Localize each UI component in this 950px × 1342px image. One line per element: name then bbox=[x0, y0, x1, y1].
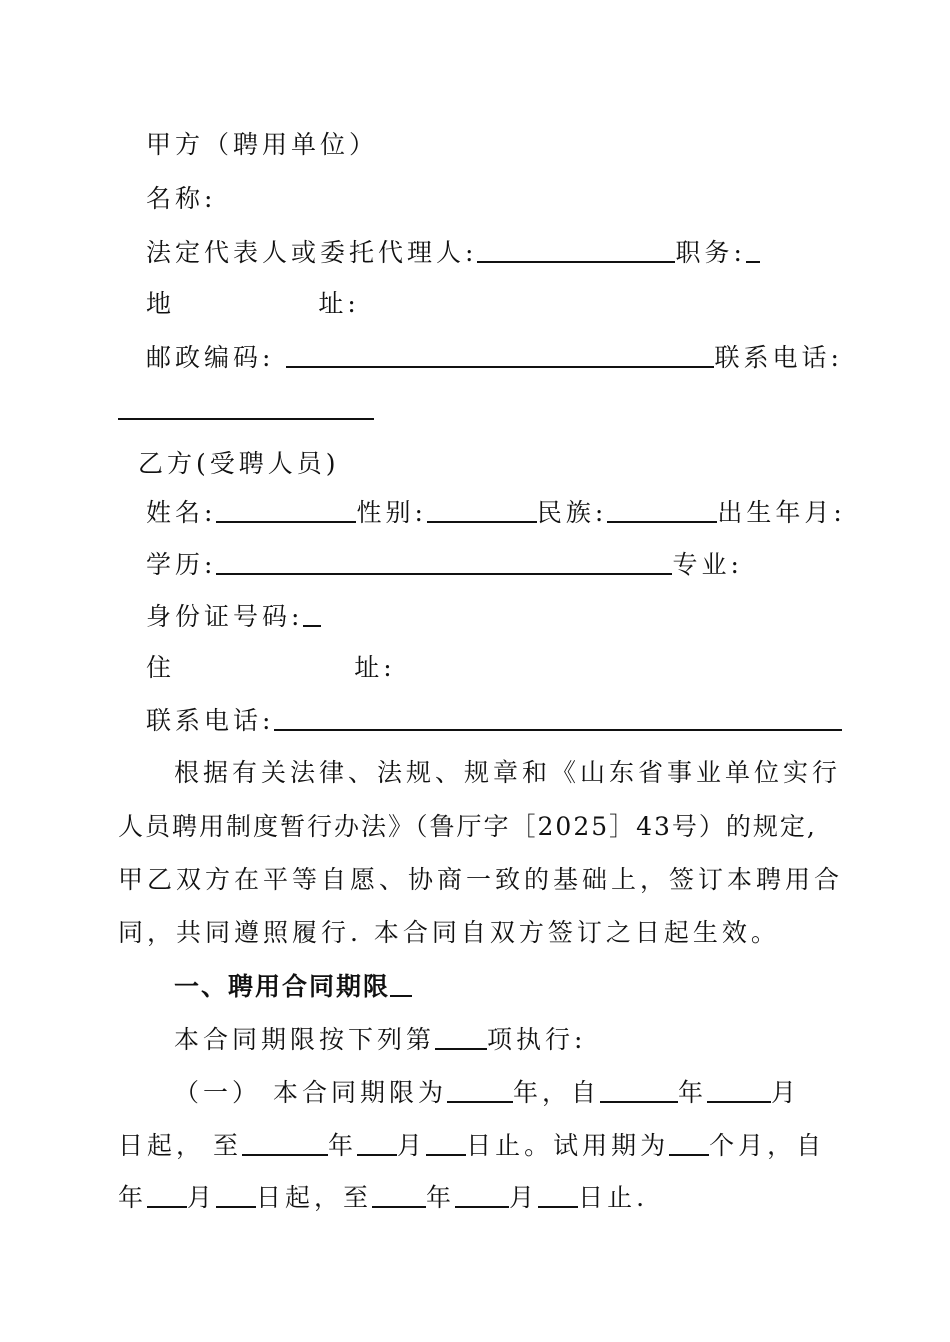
party-b-name-field[interactable] bbox=[216, 495, 356, 523]
party-a-address-label: 地 址: bbox=[146, 289, 360, 318]
party-b-education-label: 学历: bbox=[146, 550, 217, 579]
party-b-id-field[interactable] bbox=[303, 599, 321, 627]
start-month-field[interactable] bbox=[707, 1075, 771, 1103]
probation-months-field[interactable] bbox=[669, 1128, 709, 1156]
end-year-field[interactable] bbox=[242, 1128, 328, 1156]
party-b-ethnicity-field[interactable] bbox=[607, 495, 717, 523]
party-a-name-label: 名称: bbox=[146, 184, 217, 213]
preamble-line-1: 根据有关法律、法规、规章和《山东省事业单位实行 bbox=[174, 758, 842, 787]
section1-intro-row: 本合同期限按下列第 项执行: bbox=[174, 1022, 586, 1057]
party-b-basic-row bbox=[146, 495, 846, 530]
probation-start-month-field[interactable] bbox=[147, 1180, 187, 1208]
party-a-address-row bbox=[146, 287, 360, 321]
party-a-name-row bbox=[146, 182, 216, 216]
party-b-residence-row bbox=[146, 651, 396, 685]
preamble-line-3: 甲乙双方在平等自愿、协商一致的基础上，签订本聘用合 bbox=[118, 865, 844, 894]
start-year-field[interactable] bbox=[600, 1075, 678, 1103]
party-b-phone-label: 联系电话: bbox=[146, 706, 275, 735]
party-a-phone-label: 联系电话: bbox=[714, 343, 843, 372]
party-a-post-field[interactable] bbox=[746, 235, 760, 263]
section1-item1-row2: 日起， 至 年 月 日止。试用期为 个月，自 bbox=[118, 1128, 825, 1163]
probation-start-day-field[interactable] bbox=[216, 1180, 256, 1208]
probation-end-month-field[interactable] bbox=[455, 1180, 509, 1208]
party-b-title: 乙方(受聘人员) bbox=[138, 449, 340, 478]
end-month-field[interactable] bbox=[357, 1128, 397, 1156]
party-b-ethnicity-label: 民族: bbox=[536, 498, 608, 527]
party-a-rep-field[interactable] bbox=[477, 235, 675, 263]
preamble-line-2: 人员聘用制度暂行办法》（鲁厅字［2025］43号）的规定, bbox=[118, 812, 817, 841]
party-b-birth-label: 出生年月: bbox=[717, 498, 846, 527]
party-a-phone-field[interactable] bbox=[118, 418, 374, 420]
party-b-phone-row bbox=[146, 703, 842, 738]
probation-end-day-field[interactable] bbox=[538, 1180, 578, 1208]
party-b-phone-field[interactable] bbox=[274, 703, 842, 731]
party-b-education-field[interactable] bbox=[216, 547, 672, 575]
party-b-id-label: 身份证号码: bbox=[146, 602, 304, 631]
section1-item1-row3: 年 月 日起，至 年 月 日止. bbox=[118, 1180, 648, 1215]
section1-heading-mark bbox=[390, 977, 412, 997]
end-day-field[interactable] bbox=[426, 1128, 466, 1156]
party-a-postcode-field[interactable] bbox=[286, 340, 714, 368]
party-a-title: 甲方（聘用单位） bbox=[146, 130, 379, 159]
section1-heading: 一、聘用合同期限 bbox=[174, 970, 412, 1004]
party-a-rep-row bbox=[146, 235, 760, 270]
party-b-major-label: 专业: bbox=[672, 550, 743, 579]
party-b-education-row bbox=[146, 547, 743, 582]
party-b-gender-field[interactable] bbox=[427, 495, 537, 523]
party-b-name-label: 姓名: bbox=[146, 498, 217, 527]
party-b-gender-label: 性别: bbox=[356, 498, 427, 527]
preamble-line-4: 同，共同遵照履行. 本合同自双方签订之日起生效。 bbox=[118, 918, 780, 947]
term-years-field[interactable] bbox=[447, 1075, 513, 1103]
party-a-postcode-row bbox=[146, 340, 843, 375]
party-b-residence-label: 住 址: bbox=[146, 653, 396, 682]
party-a-rep-label: 法定代表人或委托代理人: bbox=[146, 238, 478, 267]
section1-item1-row1: （一） 本合同期限为 年，自 年 月 bbox=[174, 1075, 800, 1110]
party-b-id-row bbox=[146, 599, 321, 634]
party-a-post-label: 职务: bbox=[675, 238, 746, 267]
section1-item-number-field[interactable] bbox=[435, 1022, 487, 1050]
party-a-postcode-label: 邮政编码: bbox=[146, 343, 275, 372]
probation-end-year-field[interactable] bbox=[372, 1180, 426, 1208]
